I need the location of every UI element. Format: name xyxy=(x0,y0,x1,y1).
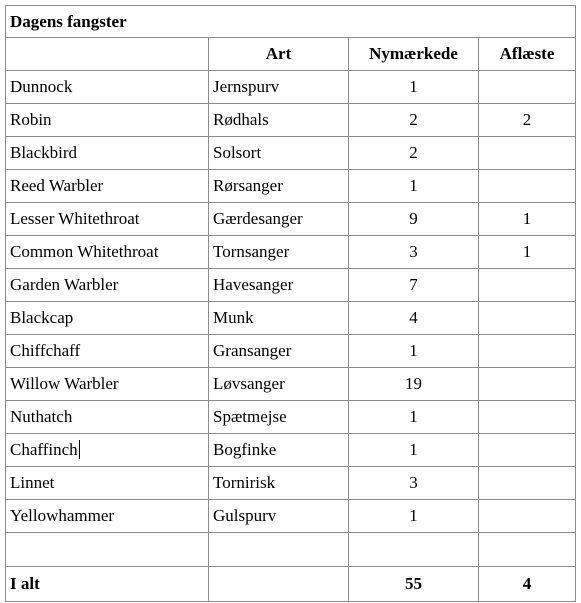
new-ringed-cell[interactable]: 9 xyxy=(349,203,479,236)
read-cell[interactable] xyxy=(479,137,576,170)
read-cell[interactable] xyxy=(479,170,576,203)
table-row xyxy=(6,500,576,533)
table-row xyxy=(6,434,576,467)
english-name-cell[interactable]: Chiffchaff xyxy=(6,335,209,368)
new-ringed-cell[interactable]: 1 xyxy=(349,71,479,104)
table-row xyxy=(6,269,576,302)
new-ringed-cell[interactable]: 1 xyxy=(349,434,479,467)
danish-name-cell[interactable]: Løvsanger xyxy=(209,368,349,401)
read-cell[interactable] xyxy=(479,71,576,104)
danish-name-cell[interactable]: Jernspurv xyxy=(209,71,349,104)
english-name-cell[interactable]: Lesser Whitethroat xyxy=(6,203,209,236)
new-ringed-cell[interactable]: 3 xyxy=(349,236,479,269)
danish-name-cell[interactable]: Havesanger xyxy=(209,269,349,302)
table-row xyxy=(6,170,576,203)
read-cell[interactable] xyxy=(479,401,576,434)
danish-name-cell[interactable]: Spætmejse xyxy=(209,401,349,434)
text-cursor xyxy=(79,440,80,459)
english-name-cell[interactable]: Reed Warbler xyxy=(6,170,209,203)
english-name-cell[interactable]: Linnet xyxy=(6,467,209,500)
english-name-cell[interactable]: Willow Warbler xyxy=(6,368,209,401)
total-read[interactable]: 4 xyxy=(479,567,576,602)
read-cell[interactable] xyxy=(479,335,576,368)
danish-name-cell[interactable]: Rødhals xyxy=(209,104,349,137)
table-row xyxy=(6,203,576,236)
danish-name-cell[interactable]: Gransanger xyxy=(209,335,349,368)
english-name-cell[interactable]: Blackcap xyxy=(6,302,209,335)
danish-name-cell[interactable]: Gærdesanger xyxy=(209,203,349,236)
read-cell[interactable] xyxy=(479,500,576,533)
table-row xyxy=(6,401,576,434)
catch-table xyxy=(5,5,576,602)
read-cell[interactable]: 2 xyxy=(479,104,576,137)
english-name-cell[interactable]: Chaffinch xyxy=(6,434,209,467)
table-row xyxy=(6,335,576,368)
blank-cell[interactable] xyxy=(6,533,209,567)
english-name-cell[interactable]: Dunnock xyxy=(6,71,209,104)
english-name-cell[interactable]: Nuthatch xyxy=(6,401,209,434)
new-ringed-cell[interactable]: 1 xyxy=(349,335,479,368)
blank-row xyxy=(6,533,576,567)
new-ringed-cell[interactable]: 1 xyxy=(349,500,479,533)
table-row xyxy=(6,104,576,137)
danish-name-cell[interactable]: Solsort xyxy=(209,137,349,170)
table-row xyxy=(6,368,576,401)
blank-cell[interactable] xyxy=(349,533,479,567)
new-ringed-cell[interactable]: 2 xyxy=(349,104,479,137)
english-name-cell[interactable]: Garden Warbler xyxy=(6,269,209,302)
new-ringed-cell[interactable]: 1 xyxy=(349,401,479,434)
english-name-cell[interactable]: Robin xyxy=(6,104,209,137)
total-row xyxy=(6,567,576,602)
read-cell[interactable] xyxy=(479,467,576,500)
read-cell[interactable] xyxy=(479,434,576,467)
english-name-cell[interactable]: Blackbird xyxy=(6,137,209,170)
blank-cell[interactable] xyxy=(479,533,576,567)
new-ringed-cell[interactable]: 19 xyxy=(349,368,479,401)
table-row xyxy=(6,302,576,335)
english-name-cell[interactable]: Yellowhammer xyxy=(6,500,209,533)
total-new-ringed[interactable]: 55 xyxy=(349,567,479,602)
read-cell[interactable] xyxy=(479,269,576,302)
read-cell[interactable]: 1 xyxy=(479,236,576,269)
total-label[interactable]: I alt xyxy=(6,567,209,602)
header-new-ringed[interactable]: Nymærkede xyxy=(349,38,479,71)
danish-name-cell[interactable]: Bogfinke xyxy=(209,434,349,467)
header-read[interactable]: Aflæste xyxy=(479,38,576,71)
danish-name-cell[interactable]: Tornirisk xyxy=(209,467,349,500)
danish-name-cell[interactable]: Rørsanger xyxy=(209,170,349,203)
new-ringed-cell[interactable]: 4 xyxy=(349,302,479,335)
read-cell[interactable] xyxy=(479,368,576,401)
new-ringed-cell[interactable]: 3 xyxy=(349,467,479,500)
table-row xyxy=(6,71,576,104)
table-row xyxy=(6,236,576,269)
read-cell[interactable] xyxy=(479,302,576,335)
blank-cell[interactable] xyxy=(209,533,349,567)
total-empty-cell[interactable] xyxy=(209,567,349,602)
danish-name-cell[interactable]: Tornsanger xyxy=(209,236,349,269)
header-row xyxy=(6,38,576,71)
table-row xyxy=(6,467,576,500)
table-title[interactable]: Dagens fangster xyxy=(6,6,576,38)
english-name-cell[interactable]: Common Whitethroat xyxy=(6,236,209,269)
title-row xyxy=(6,6,576,38)
danish-name-cell[interactable]: Gulspurv xyxy=(209,500,349,533)
new-ringed-cell[interactable]: 1 xyxy=(349,170,479,203)
header-english-name[interactable] xyxy=(6,38,209,71)
read-cell[interactable]: 1 xyxy=(479,203,576,236)
new-ringed-cell[interactable]: 2 xyxy=(349,137,479,170)
catch-table-body xyxy=(6,6,576,602)
table-row xyxy=(6,137,576,170)
danish-name-cell[interactable]: Munk xyxy=(209,302,349,335)
header-species[interactable]: Art xyxy=(209,38,349,71)
new-ringed-cell[interactable]: 7 xyxy=(349,269,479,302)
